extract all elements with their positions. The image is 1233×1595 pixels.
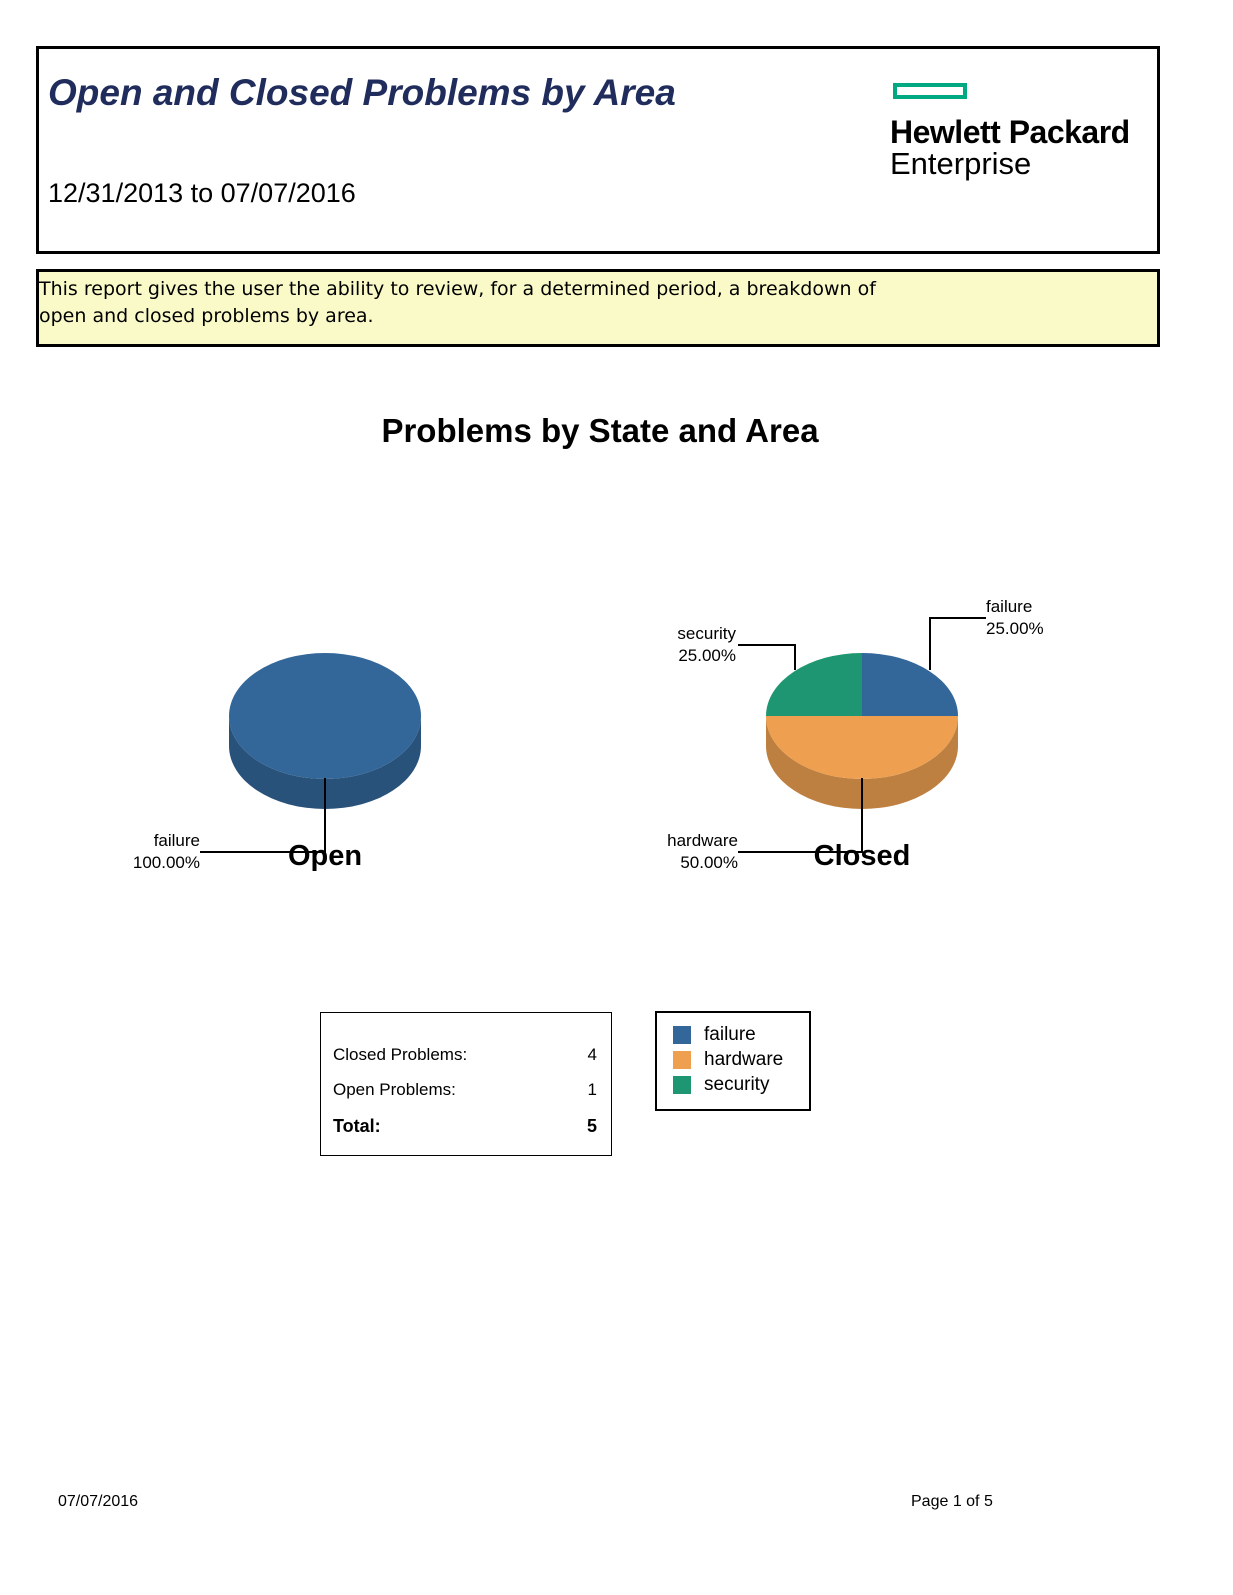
pie-caption-open: Open: [287, 840, 363, 872]
total-row: [333, 1116, 597, 1137]
total-value: 5: [586, 1116, 597, 1136]
slice-label-closed-failure: failure: [986, 597, 1033, 616]
logo-wordmark-line1: Hewlett Packard: [890, 114, 1130, 150]
logo-wordmark-line2: Enterprise: [890, 146, 1032, 181]
footer-page-number: Page 1 of 5: [911, 1493, 993, 1510]
legend-swatch-security: [673, 1076, 691, 1094]
pie-slice-open-failure: [229, 653, 421, 779]
legend-item-failure: [673, 1024, 756, 1046]
date-range: 12/31/2013 to 07/07/2016: [48, 178, 356, 208]
slice-percent-open-failure: 100.00%: [132, 853, 200, 872]
description-line-2: open and closed problems by area.: [39, 305, 374, 327]
legend-item-hardware: [673, 1049, 783, 1071]
open-problems-row: [333, 1080, 597, 1100]
report-title: Open and Closed Problems by Area: [48, 72, 676, 113]
slice-percent-closed-security: 25.00%: [678, 646, 736, 665]
slice-label-closed-hardware: hardware: [667, 831, 738, 850]
open-problems-label: Open Problems:: [333, 1080, 456, 1099]
slice-percent-closed-failure: 25.00%: [986, 619, 1044, 638]
legend-item-security: [673, 1074, 769, 1096]
legend-label-security: security: [704, 1074, 770, 1095]
chart-title: Problems by State and Area: [381, 412, 819, 449]
pie-slice-closed-security: [766, 653, 862, 716]
slice-label-closed-security: security: [677, 624, 736, 643]
leader-line-closed-security: [738, 645, 795, 670]
closed-problems-row: [333, 1045, 597, 1065]
pie-caption-closed: Closed: [813, 840, 911, 872]
footer-date: 07/07/2016: [58, 1493, 139, 1510]
closed-problems-value: 4: [587, 1045, 597, 1064]
pie-slice-closed-failure: [862, 653, 958, 716]
description-line-1: This report gives the user the ability to review, for a determined period, a breakdown of: [39, 278, 876, 300]
total-label: Total:: [333, 1116, 381, 1136]
legend-label-hardware: hardware: [704, 1049, 784, 1070]
slice-label-open-failure: failure: [153, 831, 200, 850]
legend-label-failure: failure: [704, 1024, 756, 1045]
legend-swatch-hardware: [673, 1051, 691, 1069]
legend-swatch-failure: [673, 1026, 691, 1044]
closed-problems-label: Closed Problems:: [333, 1045, 468, 1064]
leader-line-closed-failure: [930, 618, 986, 670]
slice-percent-closed-hardware: 50.00%: [680, 853, 738, 872]
open-problems-value: 1: [587, 1080, 597, 1099]
